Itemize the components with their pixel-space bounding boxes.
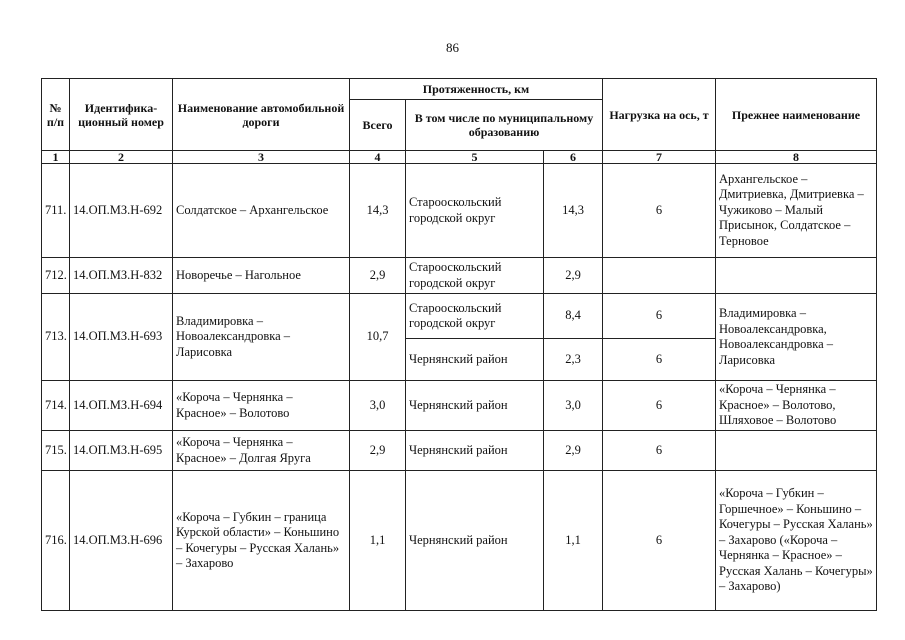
row-municipality: Чернянский район (406, 381, 544, 431)
header-total: Всего (350, 100, 406, 151)
row-id: 14.ОП.МЗ.Н-694 (70, 381, 173, 431)
row-num: 712. (42, 258, 70, 294)
row-id: 14.ОП.МЗ.Н-695 (70, 431, 173, 471)
row-total: 2,9 (350, 258, 406, 294)
row-load (603, 258, 716, 294)
row-load: 6 (603, 294, 716, 339)
row-num: 711. (42, 164, 70, 258)
table-row (42, 164, 877, 258)
row-num: 714. (42, 381, 70, 431)
header-num: № п/п (42, 79, 70, 151)
row-id: 14.ОП.МЗ.Н-693 (70, 294, 173, 381)
col-number: 3 (173, 151, 350, 164)
row-load: 6 (603, 164, 716, 258)
row-id: 14.ОП.МЗ.Н-696 (70, 471, 173, 611)
row-total: 1,1 (350, 471, 406, 611)
row-former-name: Владимировка – Новоалександровка, Новоалександровка – Ларисовка (716, 294, 877, 381)
row-load: 6 (603, 339, 716, 381)
row-load: 6 (603, 431, 716, 471)
row-length: 2,9 (544, 258, 603, 294)
header-length: Протяженность, км (350, 79, 603, 100)
header-load: Нагрузка на ось, т (603, 79, 716, 151)
col-number: 7 (603, 151, 716, 164)
row-load: 6 (603, 471, 716, 611)
row-former-name: Архангельское – Дмитриевка, Дмитриевка – Чужиково – Малый Присынок, Солдатское – Терновое (716, 164, 877, 258)
row-former-name: «Короча – Чернянка – Красное» – Волотово, Шляховое – Волотово (716, 381, 877, 431)
row-name: «Короча – Чернянка – Красное» – Волотово (173, 381, 350, 431)
row-total: 14,3 (350, 164, 406, 258)
table-row (42, 431, 877, 471)
row-municipality: Старооскольский городской округ (406, 294, 544, 339)
row-former-name: «Короча – Губкин – Горшечное» – Коньшино – Кочегуры – Русская Халань» – Захарово («Короча – Чернянка – Красное» – Русская Халань – Кочегуры» – Захарово) (716, 471, 877, 611)
row-length: 2,3 (544, 339, 603, 381)
table-row (42, 294, 877, 339)
page-number: 86 (446, 40, 459, 55)
row-id: 14.ОП.МЗ.Н-832 (70, 258, 173, 294)
row-length: 14,3 (544, 164, 603, 258)
table-row (42, 471, 877, 611)
row-length: 1,1 (544, 471, 603, 611)
row-name: Солдатское – Архангельское (173, 164, 350, 258)
row-length: 2,9 (544, 431, 603, 471)
row-num: 713. (42, 294, 70, 381)
row-municipality: Старооскольский городской округ (406, 258, 544, 294)
row-former-name (716, 431, 877, 471)
col-number: 5 (406, 151, 544, 164)
row-municipality: Старооскольский городской округ (406, 164, 544, 258)
row-total: 2,9 (350, 431, 406, 471)
col-number: 8 (716, 151, 877, 164)
col-number: 4 (350, 151, 406, 164)
col-number: 1 (42, 151, 70, 164)
table-row (42, 381, 877, 431)
row-load: 6 (603, 381, 716, 431)
row-length: 8,4 (544, 294, 603, 339)
header-former: Прежнее наименование (716, 79, 877, 151)
row-municipality: Чернянский район (406, 339, 544, 381)
row-municipality: Чернянский район (406, 431, 544, 471)
row-name: «Короча – Чернянка – Красное» – Долгая Яруга (173, 431, 350, 471)
col-number: 2 (70, 151, 173, 164)
header-name: Наименование автомобильной дороги (173, 79, 350, 151)
col-number: 6 (544, 151, 603, 164)
row-num: 716. (42, 471, 70, 611)
table-row (42, 258, 877, 294)
row-total: 3,0 (350, 381, 406, 431)
row-num: 715. (42, 431, 70, 471)
column-number-row (42, 151, 877, 164)
header-ident: Идентифика-ционный номер (70, 79, 173, 151)
row-name: Новоречье – Нагольное (173, 258, 350, 294)
row-name: Владимировка – Новоалександровка – Ларисовка (173, 294, 350, 381)
row-length: 3,0 (544, 381, 603, 431)
header-row-1 (42, 79, 877, 100)
row-name: «Короча – Губкин – граница Курской области» – Коньшино – Кочегуры – Русская Халань» – Захарово (173, 471, 350, 611)
roads-table (41, 78, 877, 611)
row-id: 14.ОП.МЗ.Н-692 (70, 164, 173, 258)
row-total: 10,7 (350, 294, 406, 381)
row-municipality: Чернянский район (406, 471, 544, 611)
row-former-name (716, 258, 877, 294)
header-incl: В том числе по муниципальному образованию (406, 100, 603, 151)
